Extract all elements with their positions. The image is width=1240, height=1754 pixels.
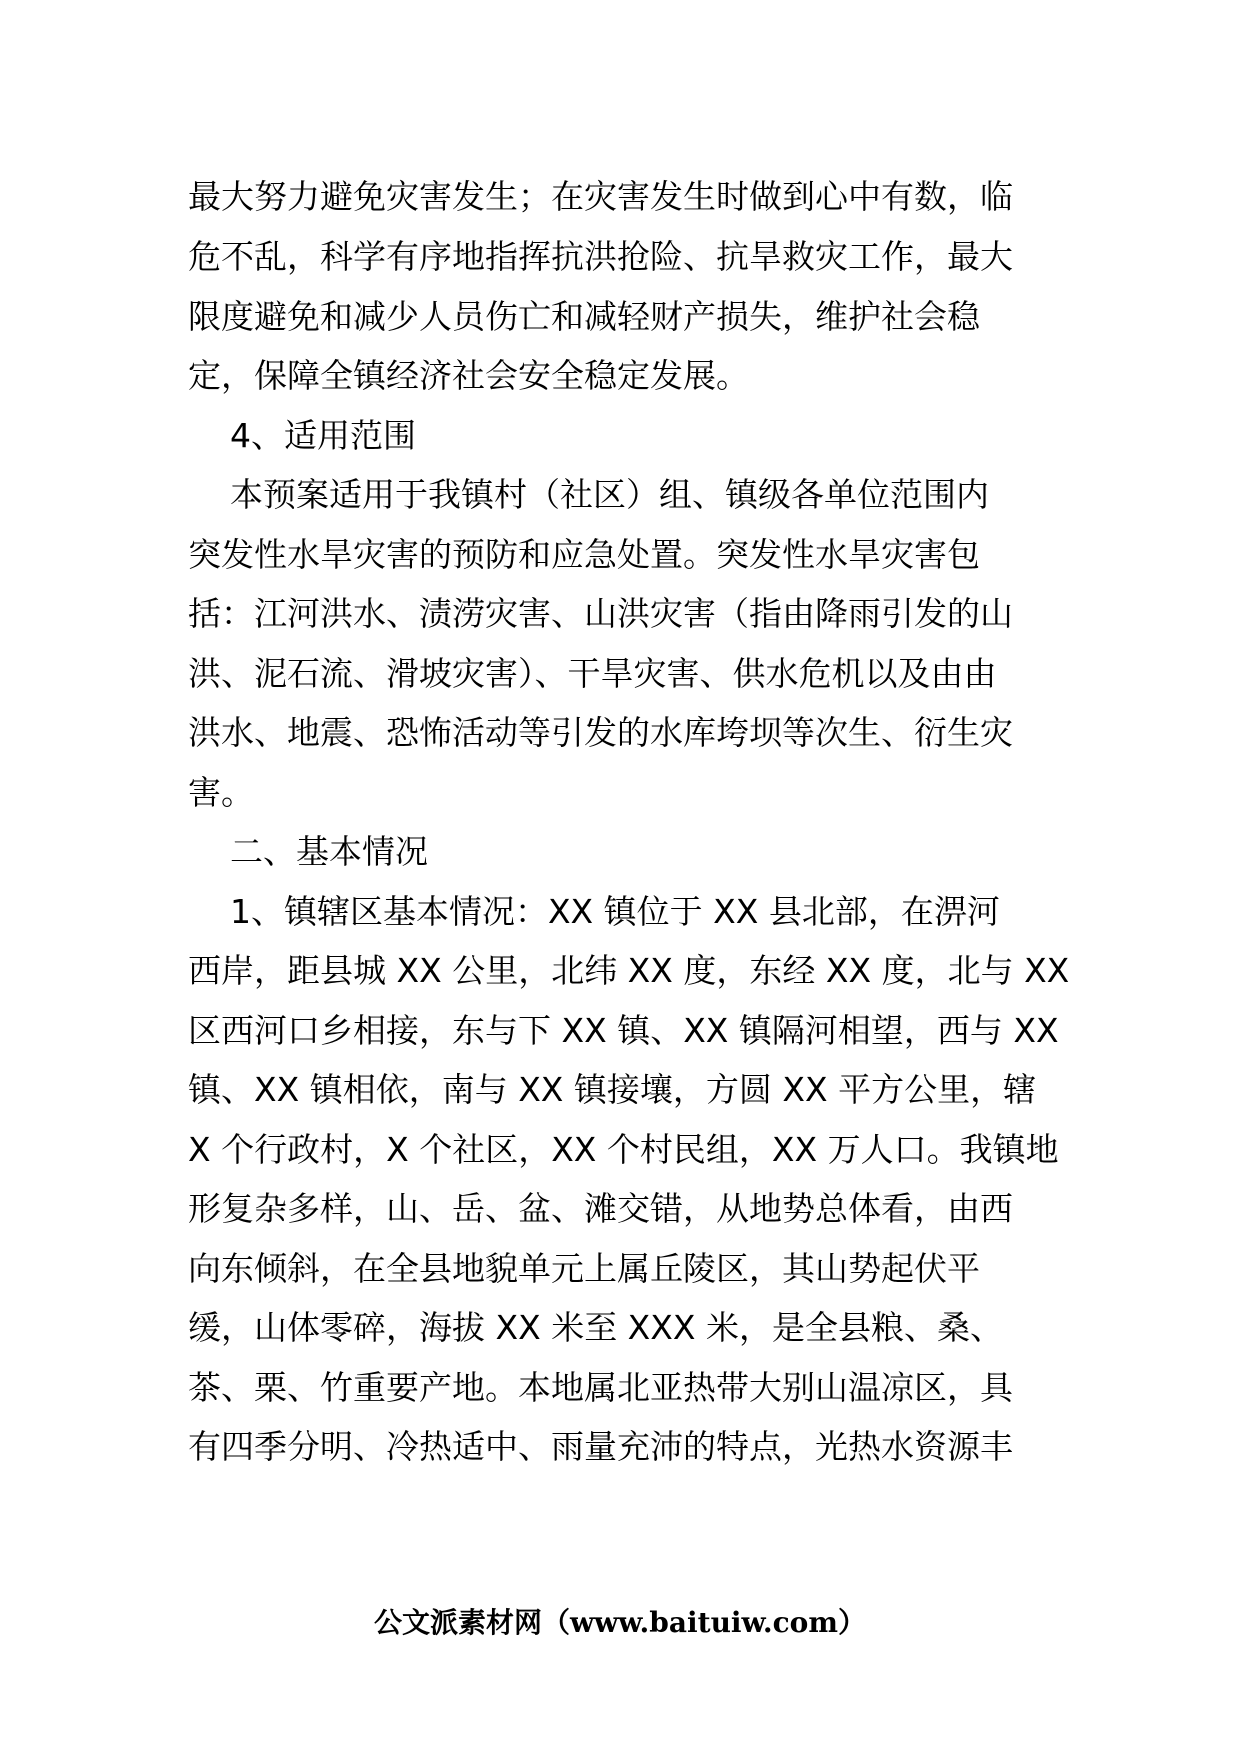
text-line: X 个行政村，X 个社区，XX 个村民组，XX 万人口。我镇地 <box>188 1130 1059 1169</box>
section-heading: 二、基本情况 <box>188 832 428 871</box>
text-line: 有四季分明、冷热适中、雨量充沛的特点，光热水资源丰 <box>188 1427 1013 1466</box>
text-line: 括：江河洪水、渍涝灾害、山洪灾害（指由降雨引发的山 <box>188 594 1013 633</box>
text-line: 1、镇辖区基本情况：XX 镇位于 XX 县北部，在淠河 <box>188 892 1000 931</box>
text-line: 最大努力避免灾害发生；在灾害发生时做到心中有数，临 <box>188 177 1013 216</box>
text-line: 西岸，距县城 XX 公里，北纬 XX 度，东经 XX 度，北与 XX <box>188 951 1070 990</box>
text-line: 向东倾斜，在全县地貌单元上属丘陵区，其山势起伏平 <box>188 1249 980 1288</box>
text-line: 洪、泥石流、滑坡灾害）、干旱灾害、供水危机以及由由 <box>188 654 997 693</box>
text-line: 镇、XX 镇相依，南与 XX 镇接壤，方圆 XX 平方公里，辖 <box>188 1070 1037 1109</box>
text-line: 缓，山体零碎，海拔 XX 米至 XXX 米，是全县粮、桑、 <box>188 1308 1003 1347</box>
section-heading: 4、适用范围 <box>188 416 416 455</box>
text-line: 茶、栗、竹重要产地。本地属北亚热带大别山温凉区，具 <box>188 1368 1013 1407</box>
text-line: 区西河口乡相接，东与下 XX 镇、XX 镇隔河相望，西与 XX <box>188 1011 1059 1050</box>
text-line: 限度避免和减少人员伤亡和减轻财产损失，维护社会稳 <box>188 297 980 336</box>
text-line: 危不乱，科学有序地指挥抗洪抢险、抗旱救灾工作，最大 <box>188 237 1013 276</box>
text-line: 定，保障全镇经济社会安全稳定发展。 <box>188 356 749 395</box>
text-line: 突发性水旱灾害的预防和应急处置。突发性水旱灾害包 <box>188 535 980 574</box>
footer-watermark: 公文派素材网（www.baituiw.com） <box>374 1606 866 1639</box>
text-line: 形复杂多样，山、岳、盆、滩交错，从地势总体看，由西 <box>188 1189 1013 1228</box>
text-line: 洪水、地震、恐怖活动等引发的水库垮坝等次生、衍生灾 <box>188 713 1013 752</box>
text-line: 害。 <box>188 773 254 812</box>
text-line: 本预案适用于我镇村（社区）组、镇级各单位范围内 <box>188 475 989 514</box>
